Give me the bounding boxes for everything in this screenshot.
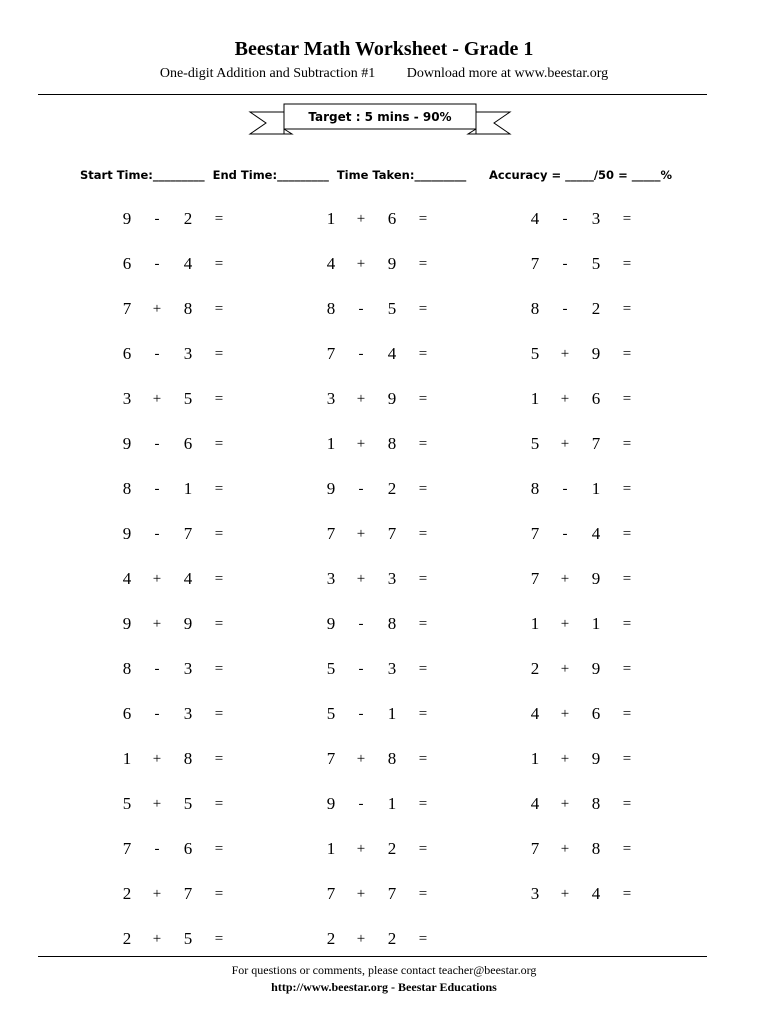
- operator: -: [358, 616, 364, 632]
- problem-row: [0, 512, 768, 557]
- operator: +: [560, 571, 570, 587]
- operand-b: 9: [591, 659, 601, 678]
- equals-sign: =: [214, 301, 224, 317]
- accuracy-field: Accuracy = _____/50 = _____%: [489, 168, 672, 182]
- problem-row: [0, 422, 768, 467]
- operand-a: 2: [530, 659, 540, 678]
- operand-b: 6: [183, 839, 193, 858]
- equals-sign: =: [622, 391, 632, 407]
- problem-grid: [0, 197, 768, 962]
- operand-a: 7: [122, 299, 132, 318]
- equals-sign: =: [418, 751, 428, 767]
- equals-sign: =: [418, 436, 428, 452]
- operand-a: 7: [530, 524, 540, 543]
- header-divider: [38, 94, 707, 95]
- operand-a: 8: [122, 479, 132, 498]
- problem-row: [0, 197, 768, 242]
- equals-sign: =: [214, 346, 224, 362]
- equals-sign: =: [622, 706, 632, 722]
- operand-b: 4: [183, 254, 193, 273]
- operand-a: 4: [530, 794, 540, 813]
- equals-sign: =: [418, 346, 428, 362]
- equals-sign: =: [418, 256, 428, 272]
- operand-b: 2: [591, 299, 601, 318]
- equals-sign: =: [418, 481, 428, 497]
- operator: +: [152, 391, 162, 407]
- operator: +: [560, 346, 570, 362]
- operator: -: [562, 256, 568, 272]
- operator: -: [358, 706, 364, 722]
- operand-b: 7: [183, 524, 193, 543]
- operator: +: [356, 931, 366, 947]
- equals-sign: =: [622, 616, 632, 632]
- operator: +: [560, 391, 570, 407]
- problem-row: [0, 692, 768, 737]
- operator: +: [356, 256, 366, 272]
- problem-row: [0, 737, 768, 782]
- problem-row: [0, 377, 768, 422]
- problem-row: [0, 332, 768, 377]
- operand-a: 7: [326, 884, 336, 903]
- equals-sign: =: [214, 481, 224, 497]
- operand-a: 7: [326, 344, 336, 363]
- operator: -: [154, 436, 160, 452]
- timing-fields: Start Time:_________ End Time:_________ Time Taken:_________: [80, 168, 467, 182]
- operand-b: 9: [387, 389, 397, 408]
- operand-b: 6: [591, 389, 601, 408]
- operand-a: 1: [530, 389, 540, 408]
- operator: +: [560, 841, 570, 857]
- operator: +: [560, 796, 570, 812]
- operator: +: [356, 526, 366, 542]
- operand-b: 2: [387, 839, 397, 858]
- equals-sign: =: [418, 841, 428, 857]
- equals-sign: =: [214, 616, 224, 632]
- operand-b: 2: [183, 209, 193, 228]
- operator: +: [152, 931, 162, 947]
- target-text: Target : 5 mins - 90%: [308, 110, 452, 124]
- equals-sign: =: [622, 346, 632, 362]
- operator: +: [560, 886, 570, 902]
- operator: +: [560, 436, 570, 452]
- operand-b: 9: [591, 344, 601, 363]
- operator: +: [152, 571, 162, 587]
- equals-sign: =: [418, 571, 428, 587]
- operand-b: 3: [387, 569, 397, 588]
- operand-a: 2: [122, 884, 132, 903]
- operand-b: 2: [387, 479, 397, 498]
- operand-a: 9: [122, 209, 132, 228]
- equals-sign: =: [418, 706, 428, 722]
- operand-b: 7: [183, 884, 193, 903]
- operand-b: 1: [591, 479, 601, 498]
- equals-sign: =: [214, 931, 224, 947]
- operator: +: [152, 301, 162, 317]
- operand-b: 5: [591, 254, 601, 273]
- operand-a: 4: [530, 209, 540, 228]
- operand-a: 5: [326, 704, 336, 723]
- operand-b: 1: [387, 704, 397, 723]
- problem-row: [0, 287, 768, 332]
- operand-a: 5: [326, 659, 336, 678]
- operator: -: [154, 481, 160, 497]
- operator: -: [562, 526, 568, 542]
- problem-row: [0, 827, 768, 872]
- problem-row: [0, 782, 768, 827]
- operator: +: [152, 751, 162, 767]
- operand-a: 1: [122, 749, 132, 768]
- operator: -: [154, 706, 160, 722]
- operand-a: 1: [530, 749, 540, 768]
- operand-a: 5: [530, 344, 540, 363]
- equals-sign: =: [622, 751, 632, 767]
- operand-a: 3: [122, 389, 132, 408]
- equals-sign: =: [214, 211, 224, 227]
- operand-b: 5: [183, 389, 193, 408]
- operand-b: 9: [183, 614, 193, 633]
- operand-a: 9: [326, 479, 336, 498]
- operator: +: [560, 751, 570, 767]
- operand-b: 8: [183, 299, 193, 318]
- operand-b: 5: [183, 794, 193, 813]
- operand-b: 4: [591, 884, 601, 903]
- operand-b: 7: [387, 524, 397, 543]
- equals-sign: =: [214, 886, 224, 902]
- subtitle-text: One-digit Addition and Subtraction #1: [159, 66, 376, 81]
- operator: +: [356, 751, 366, 767]
- operand-b: 4: [183, 569, 193, 588]
- equals-sign: =: [622, 886, 632, 902]
- operand-a: 4: [530, 704, 540, 723]
- operator: -: [358, 481, 364, 497]
- footer-contact: For questions or comments, please contact teacher@beestar.org: [231, 963, 537, 977]
- problem-row: [0, 557, 768, 602]
- operand-b: 3: [183, 344, 193, 363]
- operand-b: 3: [183, 659, 193, 678]
- operator: -: [358, 661, 364, 677]
- equals-sign: =: [418, 931, 428, 947]
- operand-a: 7: [530, 839, 540, 858]
- equals-sign: =: [622, 661, 632, 677]
- equals-sign: =: [214, 706, 224, 722]
- operand-a: 6: [122, 254, 132, 273]
- operator: -: [562, 211, 568, 227]
- operand-b: 6: [591, 704, 601, 723]
- operand-a: 1: [326, 839, 336, 858]
- operand-a: 8: [530, 479, 540, 498]
- equals-sign: =: [214, 841, 224, 857]
- operator: -: [358, 301, 364, 317]
- operand-b: 1: [387, 794, 397, 813]
- operand-b: 5: [183, 929, 193, 948]
- operand-a: 6: [122, 704, 132, 723]
- equals-sign: =: [622, 301, 632, 317]
- operand-a: 7: [530, 254, 540, 273]
- operand-b: 9: [591, 569, 601, 588]
- target-banner: [248, 103, 512, 139]
- operand-a: 3: [530, 884, 540, 903]
- equals-sign: =: [214, 751, 224, 767]
- operand-b: 6: [387, 209, 397, 228]
- equals-sign: =: [418, 526, 428, 542]
- operand-a: 4: [122, 569, 132, 588]
- equals-sign: =: [418, 796, 428, 812]
- problem-row: [0, 602, 768, 647]
- operator: +: [560, 706, 570, 722]
- operand-b: 9: [387, 254, 397, 273]
- operator: +: [152, 616, 162, 632]
- operator: +: [152, 886, 162, 902]
- operand-b: 8: [387, 749, 397, 768]
- operator: +: [356, 211, 366, 227]
- operand-a: 8: [326, 299, 336, 318]
- operator: +: [152, 796, 162, 812]
- problem-row: [0, 647, 768, 692]
- operand-b: 8: [591, 794, 601, 813]
- download-link-text: Download more at www.beestar.org: [406, 66, 609, 81]
- operator: +: [560, 616, 570, 632]
- equals-sign: =: [622, 481, 632, 497]
- problem-row: [0, 872, 768, 917]
- operator: -: [154, 256, 160, 272]
- operator: +: [356, 391, 366, 407]
- operand-b: 9: [591, 749, 601, 768]
- equals-sign: =: [214, 436, 224, 452]
- operator: +: [560, 661, 570, 677]
- equals-sign: =: [622, 256, 632, 272]
- operand-b: 3: [591, 209, 601, 228]
- operator: +: [356, 436, 366, 452]
- operand-a: 7: [326, 749, 336, 768]
- operand-b: 8: [591, 839, 601, 858]
- equals-sign: =: [214, 526, 224, 542]
- operand-b: 2: [387, 929, 397, 948]
- operand-a: 8: [122, 659, 132, 678]
- worksheet-title: Beestar Math Worksheet - Grade 1: [234, 38, 534, 60]
- operator: +: [356, 841, 366, 857]
- operand-a: 2: [122, 929, 132, 948]
- operand-b: 3: [183, 704, 193, 723]
- operand-a: 9: [122, 614, 132, 633]
- equals-sign: =: [418, 301, 428, 317]
- problem-row: [0, 242, 768, 287]
- worksheet-subtitle: [0, 66, 768, 82]
- operator: -: [562, 481, 568, 497]
- equals-sign: =: [622, 436, 632, 452]
- operator: -: [154, 661, 160, 677]
- equals-sign: =: [418, 886, 428, 902]
- operand-a: 1: [326, 434, 336, 453]
- operand-a: 7: [530, 569, 540, 588]
- operand-a: 1: [530, 614, 540, 633]
- operand-a: 8: [530, 299, 540, 318]
- operator: -: [562, 301, 568, 317]
- operand-b: 7: [591, 434, 601, 453]
- operand-b: 6: [183, 434, 193, 453]
- footer-divider: [38, 956, 707, 957]
- operand-a: 2: [326, 929, 336, 948]
- operand-a: 9: [122, 434, 132, 453]
- operator: -: [154, 526, 160, 542]
- operator: -: [358, 346, 364, 362]
- operand-a: 7: [326, 524, 336, 543]
- equals-sign: =: [214, 256, 224, 272]
- equals-sign: =: [622, 571, 632, 587]
- operand-a: 6: [122, 344, 132, 363]
- equals-sign: =: [418, 211, 428, 227]
- operator: -: [154, 211, 160, 227]
- equals-sign: =: [214, 571, 224, 587]
- operand-a: 9: [326, 614, 336, 633]
- equals-sign: =: [214, 661, 224, 677]
- operand-a: 7: [122, 839, 132, 858]
- equals-sign: =: [418, 391, 428, 407]
- equals-sign: =: [214, 391, 224, 407]
- equals-sign: =: [418, 616, 428, 632]
- equals-sign: =: [622, 211, 632, 227]
- operator: -: [154, 841, 160, 857]
- operand-a: 3: [326, 389, 336, 408]
- operator: +: [356, 571, 366, 587]
- equals-sign: =: [214, 796, 224, 812]
- operand-b: 5: [387, 299, 397, 318]
- operand-a: 9: [122, 524, 132, 543]
- operand-a: 9: [326, 794, 336, 813]
- equals-sign: =: [622, 796, 632, 812]
- operand-a: 5: [122, 794, 132, 813]
- operator: -: [154, 346, 160, 362]
- operand-a: 5: [530, 434, 540, 453]
- operand-b: 4: [387, 344, 397, 363]
- operand-b: 1: [183, 479, 193, 498]
- operand-a: 3: [326, 569, 336, 588]
- operand-b: 3: [387, 659, 397, 678]
- equals-sign: =: [622, 526, 632, 542]
- operand-b: 4: [591, 524, 601, 543]
- operand-a: 1: [326, 209, 336, 228]
- equals-sign: =: [622, 841, 632, 857]
- footer-site: http://www.beestar.org - Beestar Educations: [271, 980, 497, 994]
- problem-row: [0, 467, 768, 512]
- operator: -: [358, 796, 364, 812]
- operand-b: 8: [183, 749, 193, 768]
- operand-b: 7: [387, 884, 397, 903]
- operand-b: 8: [387, 614, 397, 633]
- operand-b: 1: [591, 614, 601, 633]
- equals-sign: =: [418, 661, 428, 677]
- operator: +: [356, 886, 366, 902]
- operand-b: 8: [387, 434, 397, 453]
- operand-a: 4: [326, 254, 336, 273]
